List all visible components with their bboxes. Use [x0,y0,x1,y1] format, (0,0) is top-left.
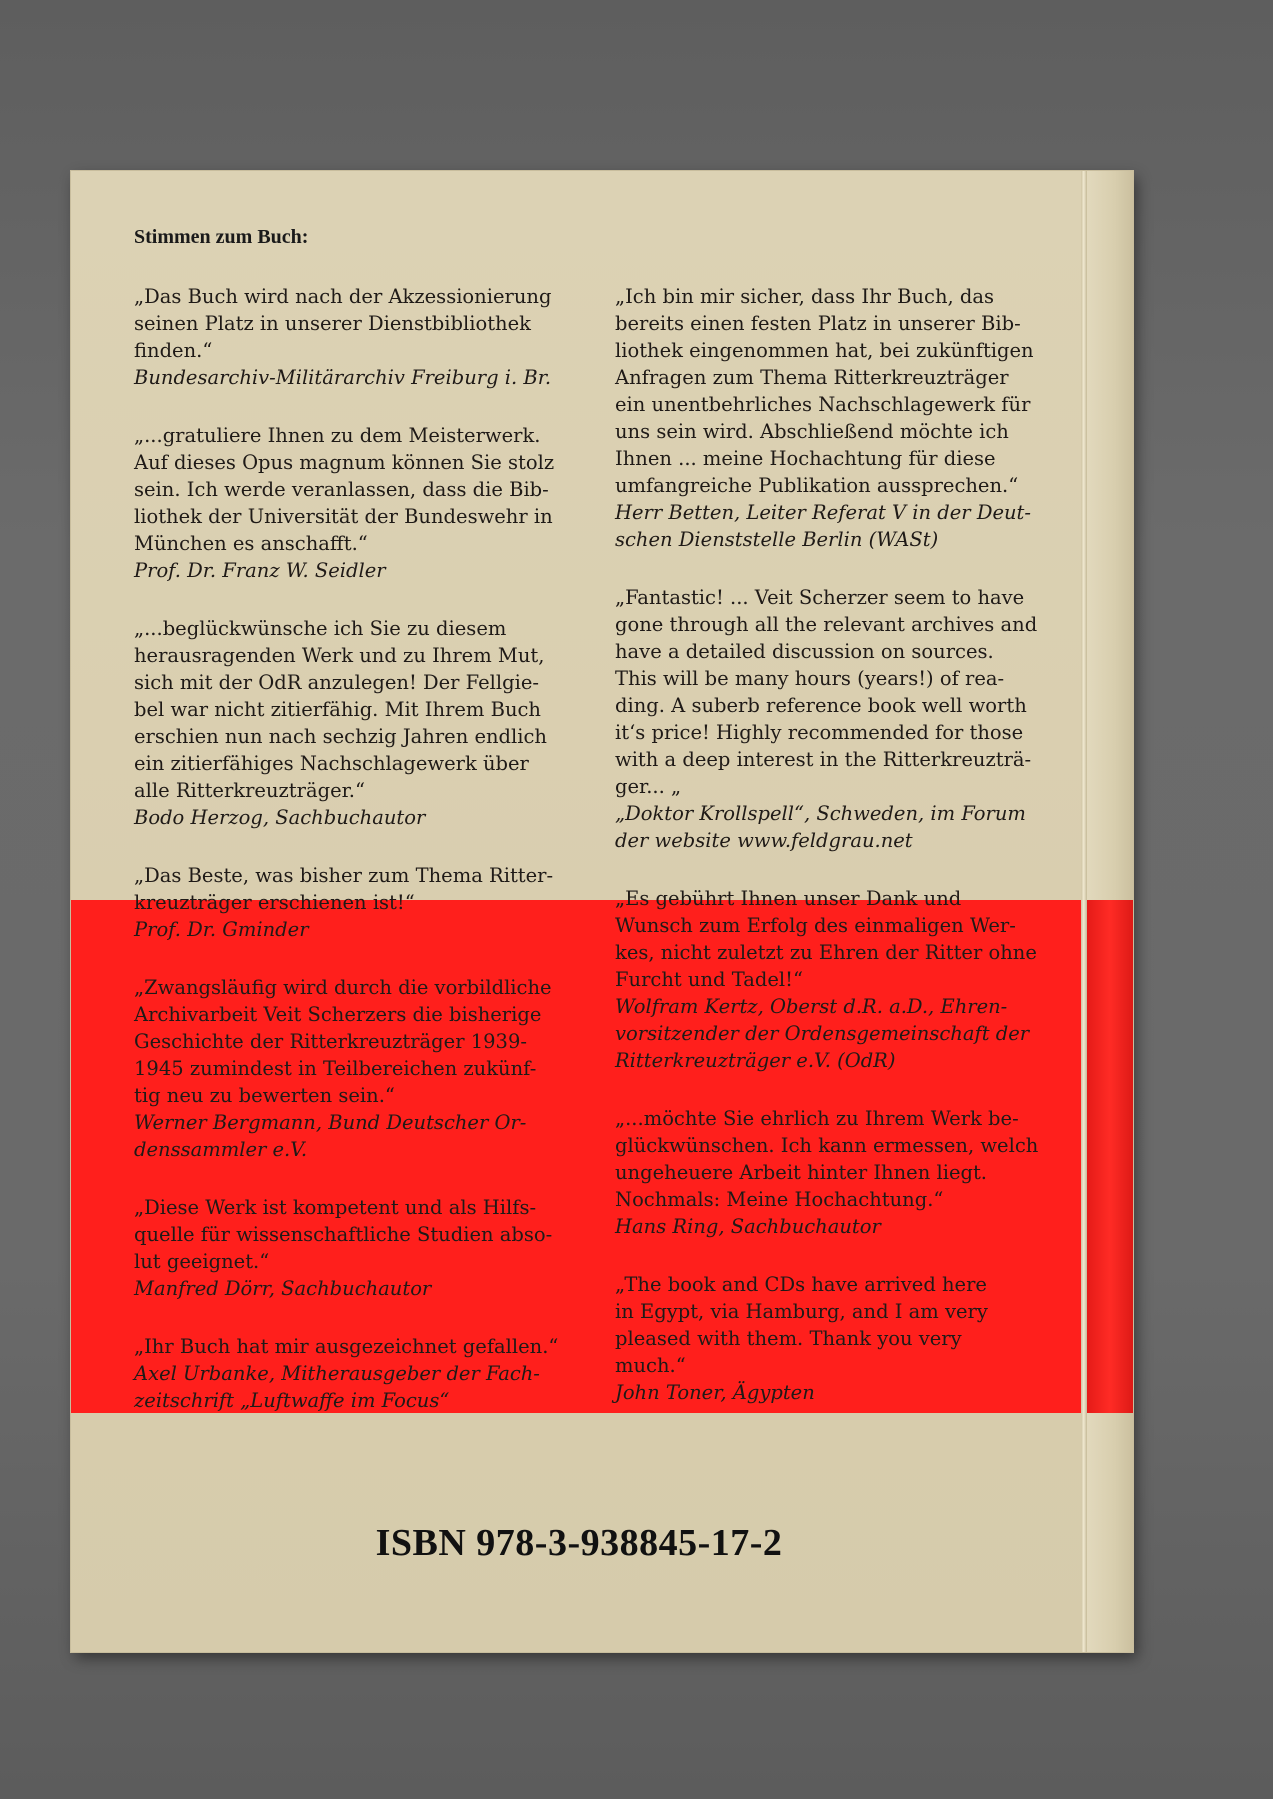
quote-item [615,1105,1065,1240]
quote-item [134,422,584,584]
quote-text: „Zwangsläufig wird durch die vorbildliche Archivarbeit Veit Scherzers die bisherige Geschichte der Ritterkreuzträger 1939- 1945 zumindest in Teilbereichen zukünf- tig neu zu bewerten sein.“ [134,976,552,1107]
quote-text: „...beglückwünsche ich Sie zu diesem herausragenden Werk und zu Ihrem Mut, sich mit der OdR anzulegen! Der Fellgie- bel war nicht zitierfähig. Mit Ihrem Buch erschien nun nach sechzig Jahren endlich ein zitierfähiges Nachschlagewerk über alle Ritterkreuzträger.“ [134,617,547,802]
quote-source: Herr Betten, Leiter Referat V in der Deut- schen Dienststelle Berlin (WASt) [615,501,1031,551]
quote-item [615,885,1065,1074]
quote-source: Axel Urbanke, Mitherausgeber der Fach- zeitschrift „Luftwaffe im Focus“ [134,1362,540,1412]
quote-item [134,615,584,831]
quote-text: „Ich bin mir sicher, dass Ihr Buch, das bereits einen festen Platz in unserer Bib- liothek eingenommen hat, bei zukünftigen Anfragen zum Thema Ritterkreuzträger ein unentbehrliches Nachschlagewerk für uns sein wird. Abschließend möchte ich Ihnen ... meine Hochachtung für diese umfangreiche Publikation aussprechen.“ [615,285,1034,497]
quote-source: Manfred Dörr, Sachbuchautor [134,1277,432,1300]
quote-item [134,974,584,1163]
quote-source: Werner Bergmann, Bund Deutscher Or- denssammler e.V. [134,1111,527,1161]
quote-source: Bodo Herzog, Sachbuchautor [134,806,426,829]
quote-source: Wolfram Kertz, Oberst d.R. a.D., Ehren- vorsitzender der Ordensgemeinschaft der Ritterkreuzträger e.V. (OdR) [615,995,1030,1072]
quote-text: „Das Beste, was bisher zum Thema Ritter- kreuzträger erschienen ist!“ [134,864,554,914]
quote-item [134,283,584,391]
quote-item [615,1271,1065,1406]
quote-text: „...möchte Sie ehrlich zu Ihrem Werk be- glückwünschen. Ich kann ermessen, welch ungeheuere Arbeit hinter Ihnen liegt. Nochmals: Meine Hochachtung.“ [615,1107,1039,1211]
quote-item [134,862,584,943]
quote-source: „Doktor Krollspell“, Schweden, im Forum der website www.feldgrau.net [615,802,1026,852]
quote-source: Prof. Dr. Franz W. Seidler [134,559,386,582]
quote-text: „Das Buch wird nach der Akzessionierung seinen Platz in unserer Dienstbibliothek finden.“ [134,285,552,362]
quote-item [615,584,1065,854]
section-heading: Stimmen zum Buch: [134,226,309,248]
quote-text: „...gratuliere Ihnen zu dem Meisterwerk. Auf dieses Opus magnum können Sie stolz sein. Ich werde veranlassen, dass die Bib- liothek der Universität der Bundeswehr in München es anschafft.“ [134,424,555,555]
quotes-column-right [615,283,1065,1437]
quote-text: „Ihr Buch hat mir ausgezeichnet gefallen.“ [134,1335,559,1358]
red-band-spine-wrap [1087,900,1133,1413]
quote-text: „Fantastic! ... Veit Scherzer seem to have gone through all the relevant archives and have a detailed discussion on sources. This will be many hours (years!) of rea- ding. A suberb reference book well worth it‘s price! Highly recommended for those with a deep interest in the Ritterkreuzträ- ger... „ [615,586,1038,798]
quotes-column-left [134,283,584,1445]
quote-text: „The book and CDs have arrived here in Egypt, via Hamburg, and I am very pleased with them. Thank you very much.“ [615,1273,988,1377]
quote-text: „Es gebührt Ihnen unser Dank und Wunsch zum Erfolg des einmaligen Wer- kes, nicht zuletzt zu Ehren der Ritter ohne Furcht und Tadel!“ [615,887,1037,991]
quote-text: „Diese Werk ist kompetent und als Hilfs- quelle für wissenschaftliche Studien abso- lut geeignet.“ [134,1196,553,1273]
quote-source: Bundesarchiv-Militärarchiv Freiburg i. Br. [134,366,552,389]
quote-source: John Toner, Ägypten [615,1381,815,1404]
quote-item [615,283,1065,553]
quote-source: Hans Ring, Sachbuchautor [615,1215,881,1238]
quote-source: Prof. Dr. Gminder [134,918,309,941]
book-back-cover [71,171,1133,1652]
quote-item [134,1194,584,1302]
isbn-number: ISBN 978-3-938845-17-2 [375,1522,783,1564]
quote-item [134,1333,584,1414]
